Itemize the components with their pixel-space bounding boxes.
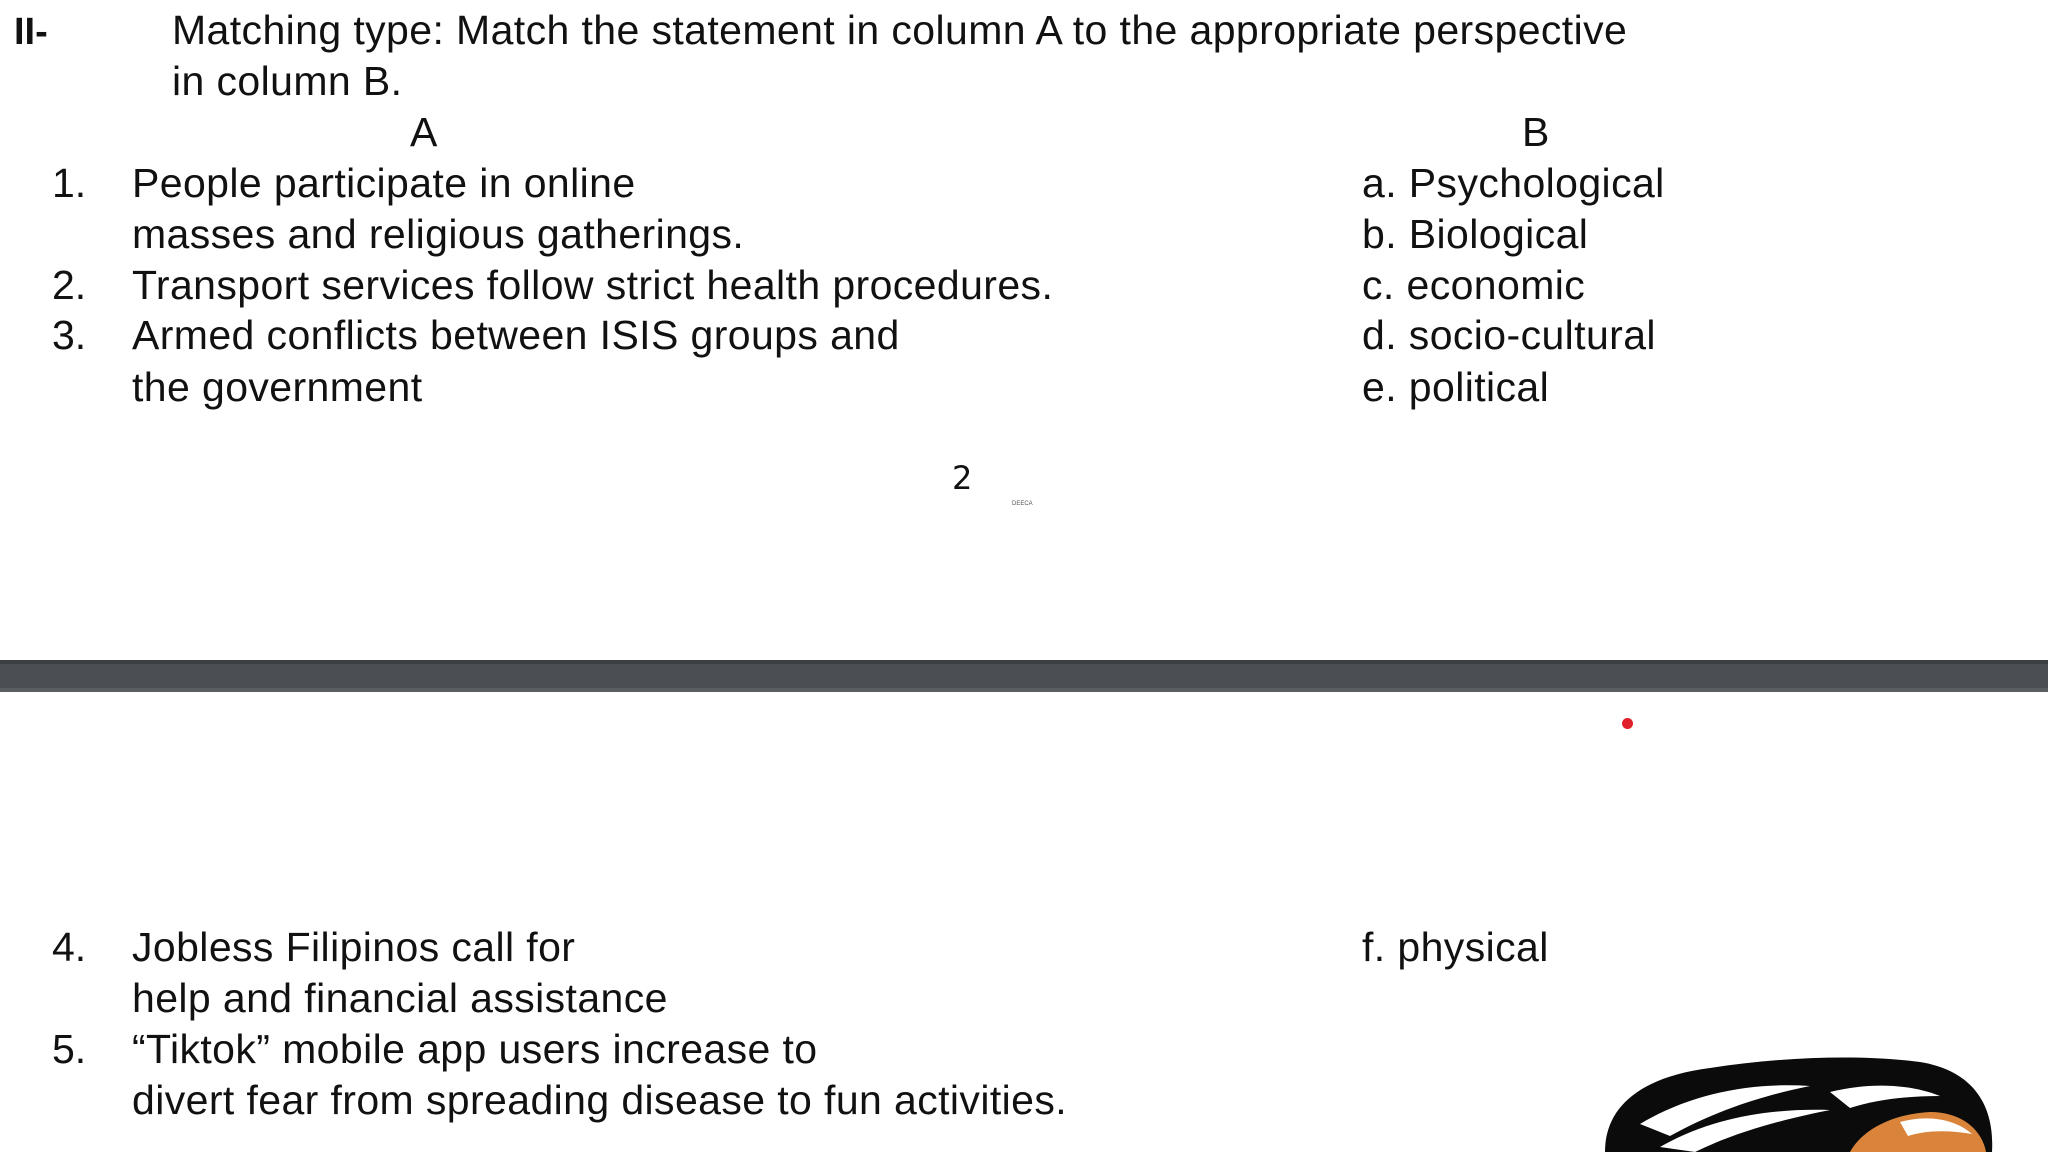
cartoon-character-icon bbox=[1600, 1052, 2000, 1152]
option-text: economic bbox=[1406, 262, 1586, 308]
item-number: 5. bbox=[52, 1026, 87, 1072]
column-b-option-d bbox=[1362, 311, 1656, 359]
document-page-2 bbox=[0, 692, 2048, 1152]
red-dot-icon bbox=[1622, 718, 1633, 729]
column-b-option-b bbox=[1362, 210, 1588, 258]
option-letter: e. bbox=[1362, 364, 1397, 410]
column-b-option-c bbox=[1362, 261, 1585, 309]
option-text: Psychological bbox=[1408, 160, 1665, 206]
statement-line: help and financial assistance bbox=[132, 975, 668, 1021]
item-number: 1. bbox=[52, 160, 87, 206]
statement-line: Transport services follow strict health procedures. bbox=[132, 262, 1054, 308]
statement-line: Jobless Filipinos call for bbox=[132, 924, 576, 970]
column-b-option-a bbox=[1362, 159, 1665, 207]
option-text: physical bbox=[1397, 924, 1549, 970]
footer-mark: DEECA bbox=[1012, 501, 1033, 507]
column-a-header: A bbox=[410, 109, 438, 155]
column-b-option-f bbox=[1362, 923, 1549, 971]
item-number: 2. bbox=[52, 262, 87, 308]
page-number: 2 bbox=[952, 459, 973, 497]
option-text: political bbox=[1408, 364, 1550, 410]
option-text: socio-cultural bbox=[1408, 312, 1656, 358]
page-separator bbox=[0, 660, 2048, 692]
option-letter: a. bbox=[1362, 160, 1397, 206]
section-number: II- bbox=[14, 11, 48, 53]
instructions-line-1: Matching type: Match the statement in column A to the appropriate perspective bbox=[172, 7, 1628, 53]
column-b-header: B bbox=[1522, 109, 1550, 155]
item-number: 3. bbox=[52, 312, 87, 358]
option-letter: f. bbox=[1362, 924, 1386, 970]
item-number: 4. bbox=[52, 924, 87, 970]
statement-line: divert fear from spreading disease to fun activities. bbox=[132, 1077, 1068, 1123]
statement-line: “Tiktok” mobile app users increase to bbox=[132, 1026, 818, 1072]
option-text: Biological bbox=[1408, 211, 1589, 257]
instructions-line-2: in column B. bbox=[172, 58, 403, 104]
column-b-option-e bbox=[1362, 363, 1549, 411]
statement-line: masses and religious gatherings. bbox=[132, 211, 745, 257]
statement-line: the government bbox=[132, 364, 423, 410]
separator-edge bbox=[0, 660, 2048, 664]
option-letter: c. bbox=[1362, 262, 1395, 308]
option-letter: d. bbox=[1362, 312, 1397, 358]
option-letter: b. bbox=[1362, 211, 1397, 257]
statement-line: Armed conflicts between ISIS groups and bbox=[132, 312, 900, 358]
statement-line: People participate in online bbox=[132, 160, 636, 206]
